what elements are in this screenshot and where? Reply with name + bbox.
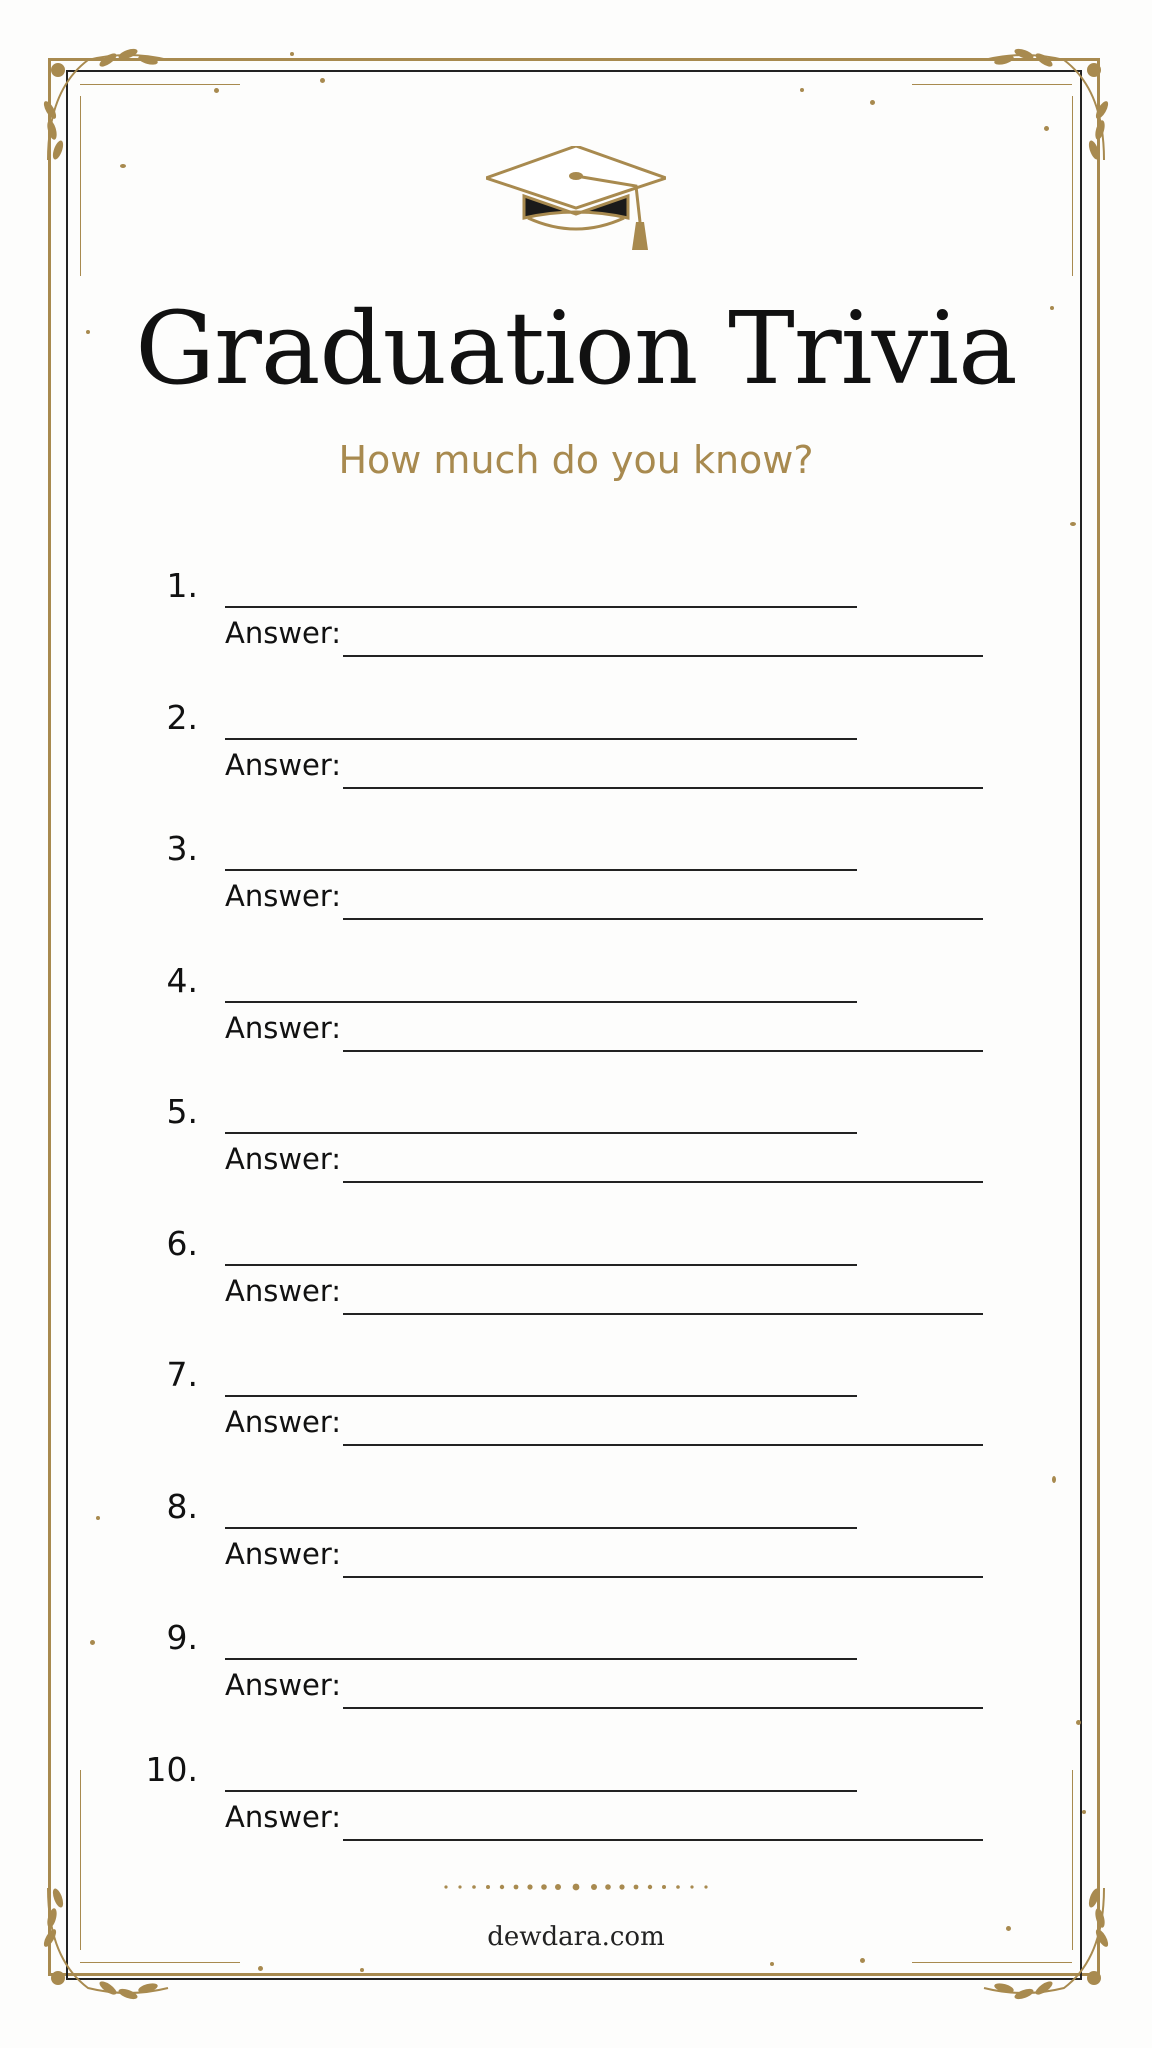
question-number: 7. — [166, 1355, 198, 1394]
question-number: 1. — [166, 566, 198, 605]
question-row — [0, 1750, 1152, 1870]
answer-blank-line[interactable] — [343, 1707, 983, 1709]
confetti — [120, 164, 126, 168]
confetti — [90, 1640, 95, 1645]
answer-blank-line[interactable] — [343, 1444, 983, 1446]
page-subtitle: How much do you know? — [338, 438, 814, 482]
confetti — [1076, 1720, 1081, 1725]
answer-label: Answer: — [225, 616, 342, 650]
answer-blank-line[interactable] — [343, 1181, 983, 1183]
laurel-corner-icon — [28, 30, 178, 180]
answer-blank-line[interactable] — [343, 1050, 983, 1052]
question-row — [0, 1224, 1152, 1344]
question-row — [0, 961, 1152, 1081]
confetti — [1050, 306, 1054, 310]
answer-blank-line[interactable] — [343, 1839, 983, 1841]
confetti — [214, 88, 219, 93]
page-title: Graduation Trivia — [135, 290, 1017, 407]
confetti — [800, 88, 804, 92]
answer-label: Answer: — [225, 1273, 342, 1308]
question-blank-line[interactable] — [225, 869, 857, 871]
answer-label: Answer: — [225, 1668, 342, 1702]
confetti — [290, 52, 294, 56]
confetti — [86, 330, 90, 334]
question-number: 8. — [166, 1486, 198, 1526]
question-number: 2. — [166, 697, 198, 737]
question-row — [0, 1355, 1152, 1475]
question-row — [0, 1618, 1152, 1738]
question-number: 9. — [166, 1618, 198, 1657]
question-row — [0, 566, 1152, 686]
answer-label: Answer: — [225, 1536, 342, 1571]
laurel-corner-icon — [974, 30, 1124, 180]
answer-blank-line[interactable] — [343, 1313, 983, 1315]
question-blank-line[interactable] — [225, 1132, 857, 1134]
confetti — [1070, 522, 1076, 526]
confetti — [1052, 1476, 1056, 1483]
confetti — [360, 1968, 364, 1972]
question-row — [0, 829, 1152, 949]
answer-blank-line[interactable] — [343, 787, 983, 789]
question-number: 4. — [166, 960, 198, 1000]
question-number: 3. — [166, 829, 198, 868]
confetti — [96, 1516, 100, 1520]
confetti — [770, 1962, 774, 1966]
confetti — [1006, 1926, 1011, 1931]
question-row — [0, 1092, 1152, 1212]
question-row — [0, 1487, 1152, 1607]
confetti — [1044, 126, 1049, 131]
confetti — [320, 78, 325, 83]
question-blank-line[interactable] — [225, 1790, 857, 1792]
question-blank-line[interactable] — [225, 1658, 857, 1660]
question-blank-line[interactable] — [225, 738, 857, 740]
dot-divider — [440, 1882, 712, 1892]
question-blank-line[interactable] — [225, 1264, 857, 1266]
footer-site: dewdara.com — [487, 1922, 665, 1952]
confetti — [870, 100, 875, 105]
question-blank-line[interactable] — [225, 606, 857, 608]
question-number: 5. — [166, 1092, 198, 1131]
graduation-cap-icon — [486, 146, 666, 256]
question-number: 10. — [145, 1749, 198, 1789]
answer-label: Answer: — [225, 1010, 342, 1045]
question-blank-line[interactable] — [225, 1527, 857, 1529]
question-row — [0, 698, 1152, 818]
answer-blank-line[interactable] — [343, 1576, 983, 1578]
answer-blank-line[interactable] — [343, 655, 983, 657]
confetti — [258, 1966, 263, 1971]
confetti — [1082, 1810, 1086, 1814]
answer-label: Answer: — [225, 1405, 342, 1439]
question-number: 6. — [166, 1223, 198, 1263]
answer-label: Answer: — [225, 1799, 342, 1834]
answer-label: Answer: — [225, 1142, 342, 1176]
question-blank-line[interactable] — [225, 1395, 857, 1397]
answer-label: Answer: — [225, 879, 342, 913]
answer-label: Answer: — [225, 747, 342, 782]
answer-blank-line[interactable] — [343, 918, 983, 920]
confetti — [860, 1958, 865, 1963]
question-blank-line[interactable] — [225, 1001, 857, 1003]
